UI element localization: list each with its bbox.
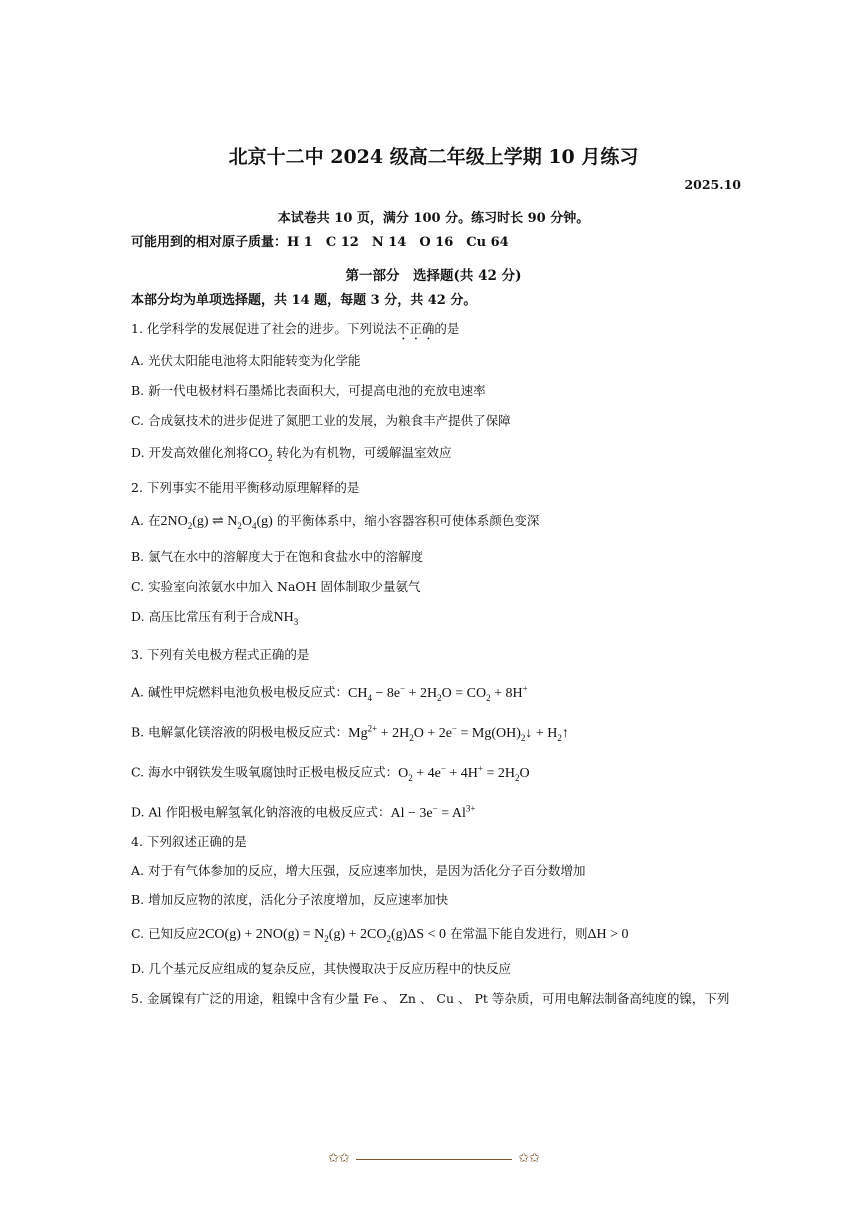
q4-option-a: A. 对于有气体参加的反应，增大压强，反应速率加快，是因为活化分子百分数增加 [131, 863, 586, 878]
q3-option-c: C. 海水中钢铁发生吸氧腐蚀时正极电极反应式：$O_2 + 4e^- + 4H^+ = 2H_2O$ [131, 763, 530, 783]
formula: $CH_4 - 8e^- + 2H_2O = CO_2 + 8H^+$ [347, 683, 528, 703]
exam-info: 本试卷共 10 页，满分 100 分。练习时长 90 分钟。 [277, 211, 590, 226]
formula: $2NO_2(g)$ ⇌ $N_2O_4(g)$ [160, 514, 273, 531]
part-title: 第一部分 选择题(共 42 分) [345, 268, 522, 284]
star-icon: ✩✩ [518, 1151, 540, 1166]
q4-option-b: B. 增加反应物的浓度，活化分子浓度增加，反应速率加快 [131, 892, 449, 907]
star-icon: ✩✩ [328, 1151, 350, 1166]
emphasis-text: 不正确 [396, 321, 435, 336]
q3-stem: 3. 下列有关电极方程式正确的是 [131, 647, 310, 662]
section-instruction: 本部分均为单项选择题，共 14 题，每题 3 分，共 42 分。 [131, 293, 477, 308]
q2-option-c: C. 实验室向浓氨水中加入 NaOH 固体制取少量氨气 [131, 579, 421, 594]
q2-stem: 2. 下列事实不能用平衡移动原理解释的是 [131, 480, 360, 495]
q1-option-c: C. 合成氨技术的进步促进了氮肥工业的发展，为粮食丰产提供了保障 [131, 413, 511, 428]
formula: $CO_2$ [248, 446, 273, 463]
formula: $Al - 3e^- = Al^{3+}$ [390, 803, 476, 821]
formula: $Mg^{2+} + 2H_2O + 2e^-$ = $Mg(OH)_2↓$ + $H_2↑$ [348, 723, 569, 743]
page-title: 北京十二中 2024 级高二年级上学期 10 月练习 [228, 146, 639, 168]
formula: $NH_3$ [273, 610, 299, 627]
formula: $2CO(g) + 2NO(g) = N_2(g) + 2CO_2(g)\Delta S < 0$ [198, 927, 446, 944]
q1-option-d: D. 开发高效催化剂将$CO_2$ 转化为有机物，可缓解温室效应 [131, 445, 452, 463]
formula: $O_2 + 4e^- + 4H^+ = 2H_2O$ [398, 763, 530, 783]
exam-date: 2025.10 [684, 177, 741, 192]
divider [356, 1159, 512, 1160]
q1-option-b: B. 新一代电极材料石墨烯比表面积大，可提高电池的充放电速率 [131, 383, 486, 398]
q4-stem: 4. 下列叙述正确的是 [131, 834, 247, 849]
q3-option-a: A. 碱性甲烷燃料电池负极电极反应式：$CH_4 - 8e^- + 2H_2O = CO_2 + 8H^+$ [131, 683, 528, 703]
footer-ornament [328, 1150, 540, 1168]
q5-stem: 5. 金属镍有广泛的用途，粗镍中含有少量 Fe 、 Zn 、 Cu 、 Pt 等杂质，可用电解法制备高纯度的镍，下列 [131, 991, 730, 1006]
q1-option-a: A. 光伏太阳能电池将太阳能转变为化学能 [131, 353, 361, 368]
q3-option-b: B. 电解氯化镁溶液的阴极电极反应式：$Mg^{2+} + 2H_2O + 2e^-$ = $Mg(OH)_2↓$ + $H_2↑$ [131, 723, 569, 743]
q4-option-d: D. 几个基元反应组成的复杂反应，其快慢取决于反应历程中的快反应 [131, 961, 512, 976]
q4-option-c: C. 已知反应$2CO(g) + 2NO(g) = N_2(g) + 2CO_2(g)\Delta S < 0$ 在常温下能自发进行，则ΔH > 0 [131, 926, 629, 944]
q3-option-d: D. Al 作阳极电解氢氧化钠溶液的电极反应式：$Al - 3e^- = Al^{3+}$ [131, 803, 476, 821]
q1-stem: 1. 化学科学的发展促进了社会的进步。下列说法不正确的是 [131, 321, 460, 336]
atomic-mass-line: 可能用到的相对原子质量：H 1 C 12 N 14 O 16 Cu 64 [131, 235, 509, 250]
q2-option-b: B. 氯气在水中的溶解度大于在饱和食盐水中的溶解度 [131, 549, 424, 564]
formula: ΔH > 0 [587, 927, 629, 942]
q2-option-d: D. 高压比常压有利于合成$NH_3$ [131, 609, 299, 627]
q2-option-a: A. 在$2NO_2(g)$ ⇌ $N_2O_4(g)$ 的平衡体系中，缩小容器容积可使体系颜色变深 [131, 513, 540, 531]
